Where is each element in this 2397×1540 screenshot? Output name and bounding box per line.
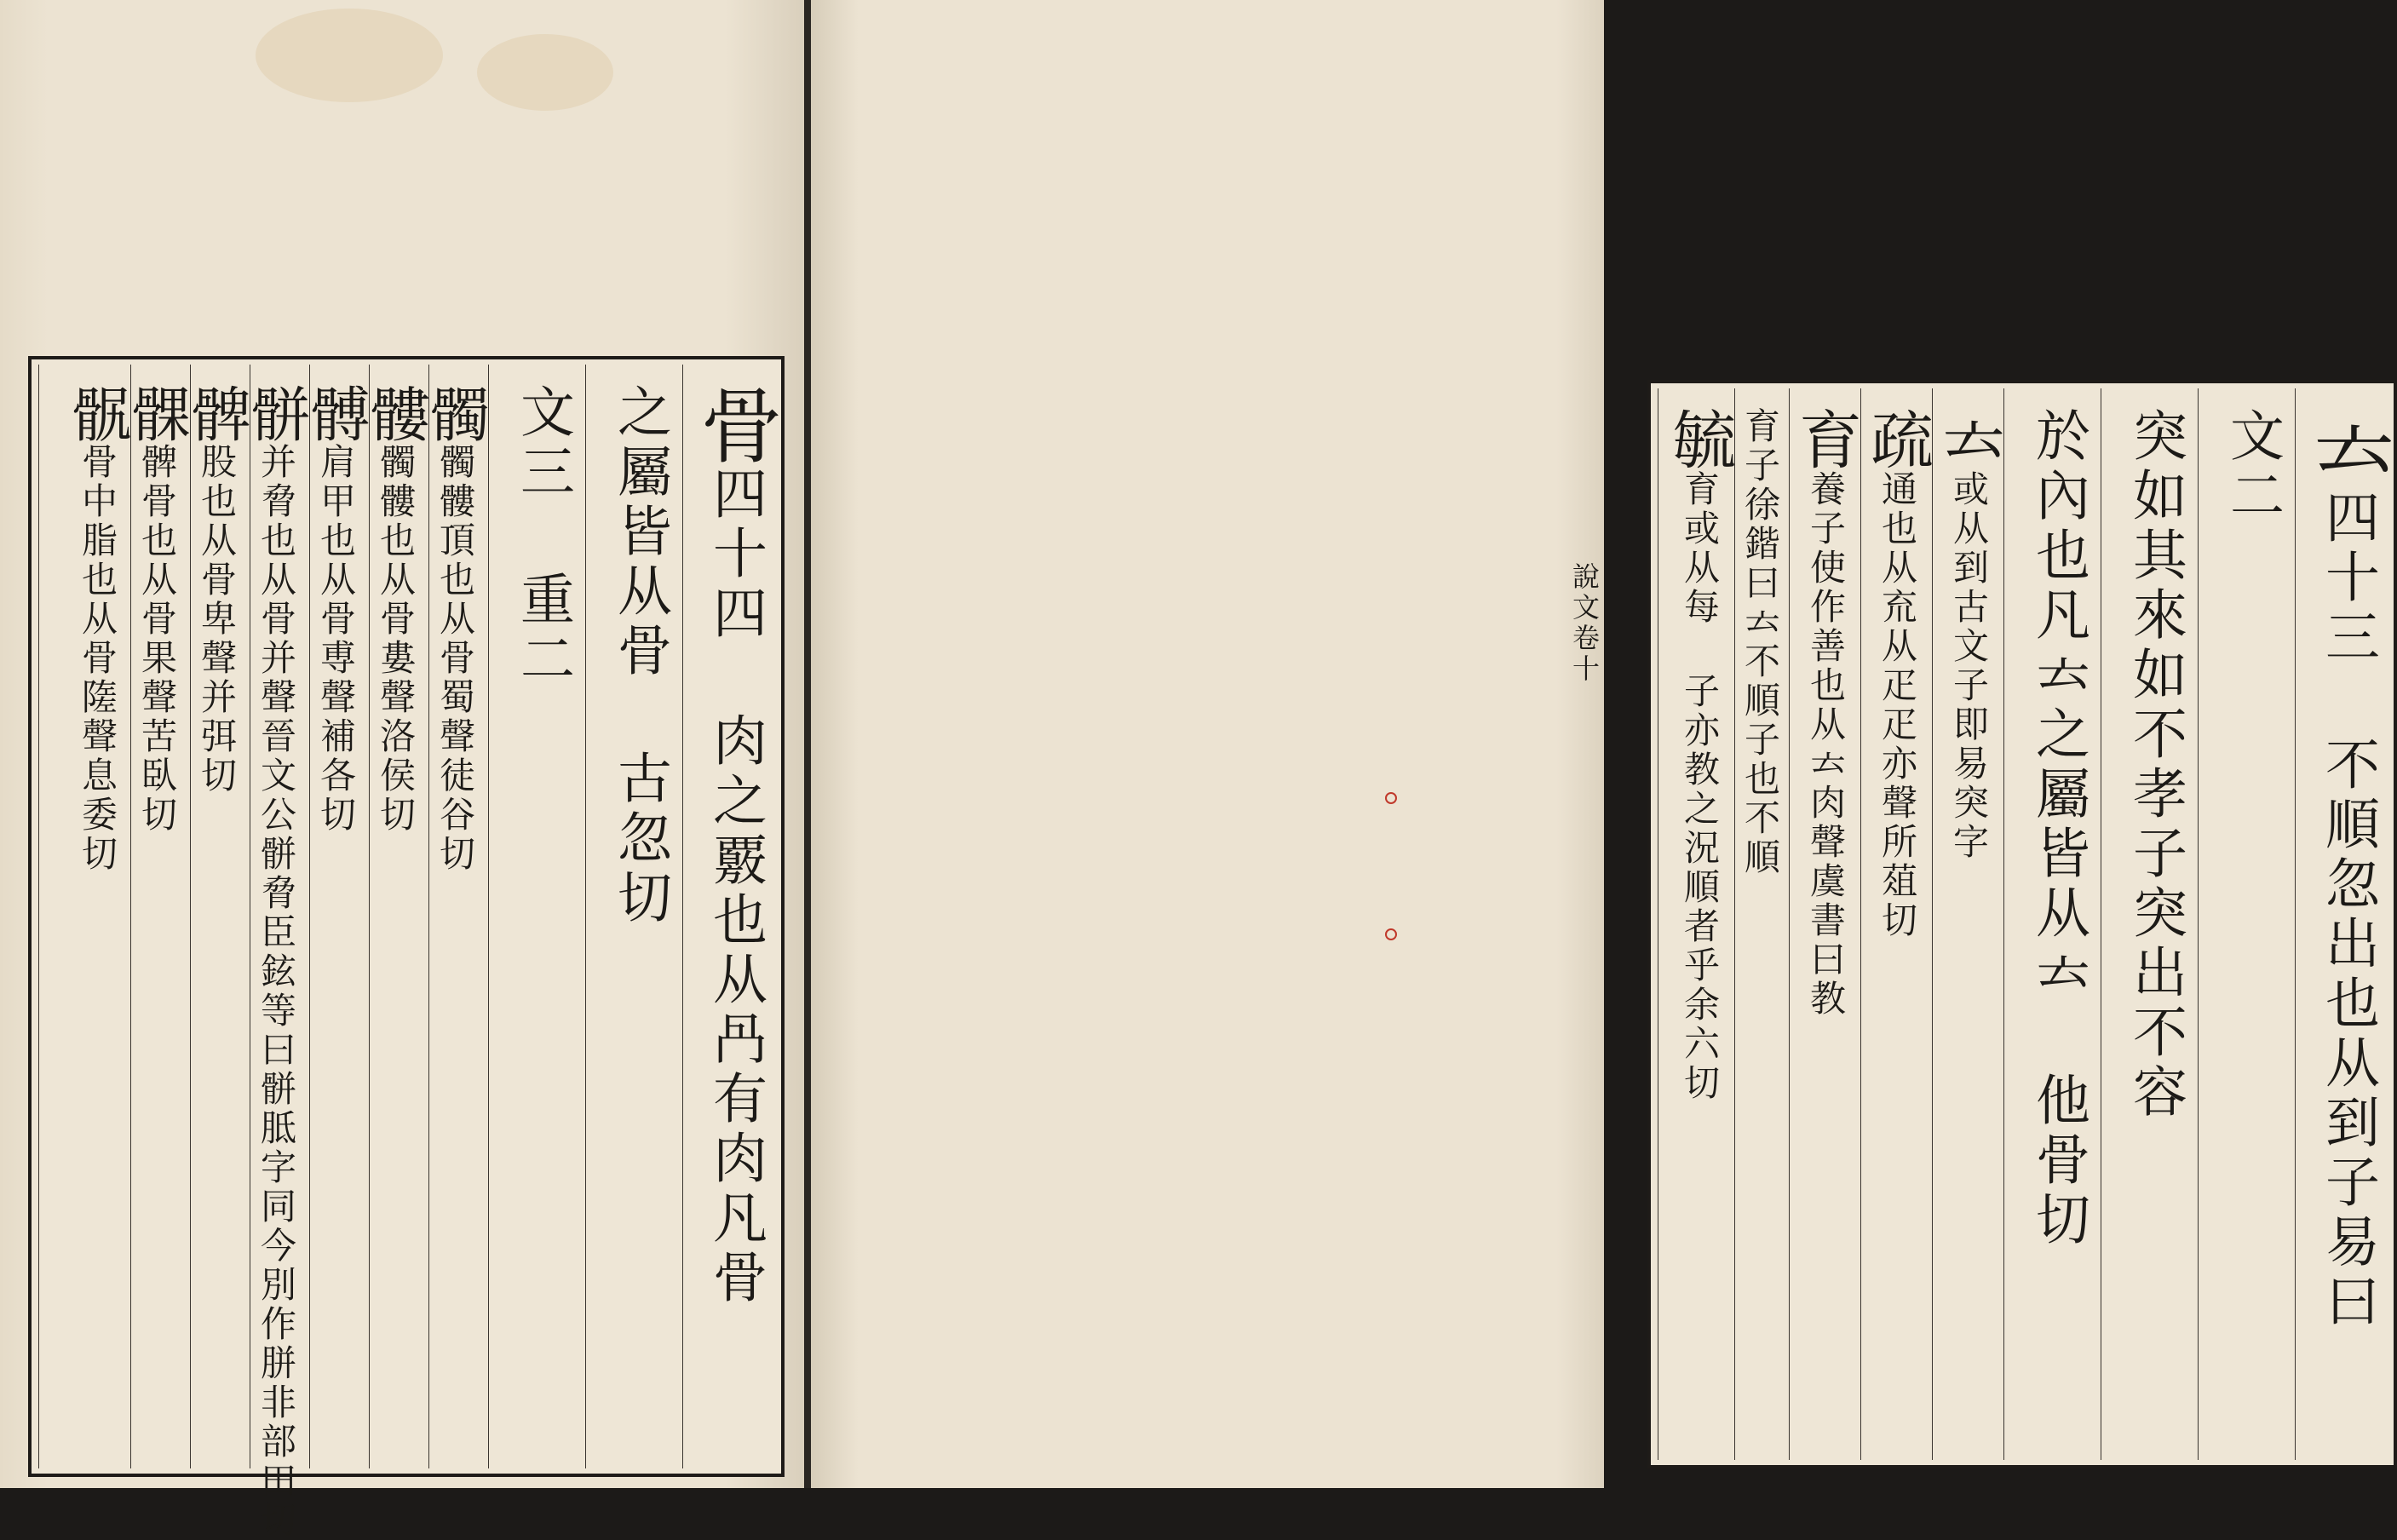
left-column-7: 骿并脅也从骨并聲晉文公骿脅臣鉉等曰骿胝字同今別作胼非部田切 — [250, 365, 306, 1468]
paper-stain — [477, 34, 613, 111]
right-column-4: 於內也凡𠫓之屬皆从𠫓 他骨切 — [2003, 388, 2097, 1460]
seal-glyph: 育 — [1789, 407, 1862, 470]
seal-glyph: 髆 — [301, 383, 371, 443]
seal-glyph: 毓 — [1663, 407, 1736, 470]
seal-glyph: 骿 — [241, 383, 311, 443]
right-column-5: 𠫓或从到古文子即易突字 — [1932, 388, 2000, 1460]
left-column-4: 髑髑髏頂也从骨蜀聲徒谷切 — [428, 365, 485, 1468]
left-column-10: 䯌骨中脂也从骨隓聲息委切 — [38, 365, 127, 1468]
seal-glyph: 髏 — [360, 383, 430, 443]
seal-glyph: 疏 — [1860, 407, 1934, 470]
left-column-2: 之屬皆从骨 古忽切 — [585, 365, 679, 1468]
seal-glyph: 𠫓 — [2300, 407, 2395, 489]
seal-glyph: 髀 — [181, 383, 251, 443]
right-margin-label: 說文卷十 — [1568, 562, 1601, 685]
left-column-6: 髆肩甲也从骨尃聲補各切 — [309, 365, 365, 1468]
right-column-2: 文二 — [2198, 388, 2291, 1460]
right-column-1: 𠫓四十三 不順忽出也从到子易曰 — [2295, 388, 2388, 1460]
left-column-1: 骨四十四 肉之覈也从冎有肉凡骨 — [682, 365, 776, 1468]
right-column-7: 育養子使作善也从𠫓肉聲虞書曰教 — [1789, 388, 1857, 1460]
right-column-3: 突如其來如不孝子突出不容 — [2101, 388, 2194, 1460]
right-column-8: 育子徐鍇曰𠫓不順子也不順 — [1734, 388, 1785, 1460]
left-column-5: 髏髑髏也从骨婁聲洛侯切 — [369, 365, 425, 1468]
seal-glyph: 骨 — [687, 383, 783, 465]
seal-glyph: 䯌 — [62, 383, 132, 443]
left-column-3: 文三 重二 — [488, 365, 582, 1468]
seal-glyph: 髁 — [122, 383, 192, 443]
seal-glyph: 髑 — [420, 383, 490, 443]
right-column-9: 毓育或从每 子亦教之況順者乎余六切 — [1658, 388, 1731, 1460]
left-page — [0, 0, 806, 1540]
right-column-6: 疏通也从㐬从疋疋亦聲所葅切 — [1860, 388, 1929, 1460]
right-text-frame — [1647, 380, 2397, 1468]
red-annotation-mark — [1385, 928, 1397, 940]
left-text-frame — [28, 356, 785, 1540]
right-page — [811, 0, 2395, 1488]
paper-stain — [256, 9, 443, 102]
seal-glyph: 𠫓 — [1932, 407, 2005, 470]
left-column-8: 髀股也从骨卑聲并弭切 — [190, 365, 246, 1468]
left-column-9: 髁髀骨也从骨果聲苦臥切 — [130, 365, 187, 1468]
red-annotation-mark — [1385, 792, 1397, 804]
